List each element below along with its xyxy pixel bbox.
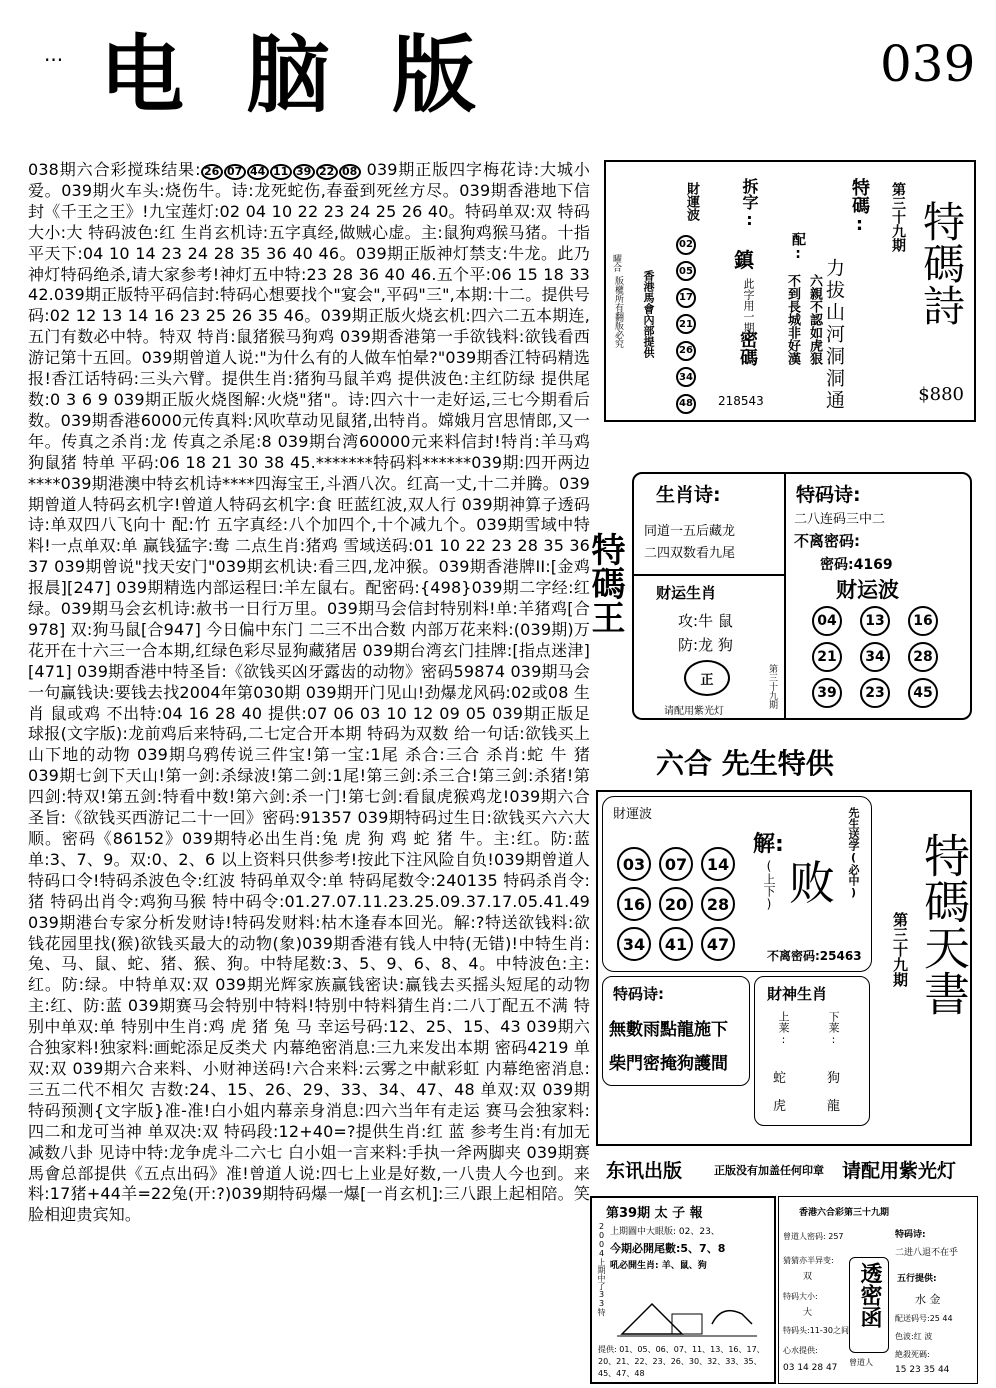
head-label: 特码头: (783, 1326, 810, 1335)
shengxiao-title: 生肖诗: (656, 484, 721, 506)
taizi-box (590, 1196, 776, 1384)
wave-ball: 05 (676, 261, 696, 281)
down-value-2: 龍 (827, 1099, 841, 1114)
divider (634, 574, 784, 576)
wave-ball: 28 (701, 887, 735, 921)
touming-poem-label: 特码诗: (895, 1230, 926, 1240)
jie-label: 解: (753, 832, 784, 857)
stamp: 正 (684, 660, 730, 696)
mima-label: 密码: (820, 557, 854, 573)
ball: 39 (293, 164, 315, 180)
king-issue: 第三十九期 (767, 664, 777, 709)
tianshu-wave-label: 財運波 (613, 807, 653, 822)
corner-text: 曜合 (611, 254, 621, 272)
jue-nums: 15 23 35 44 (895, 1365, 950, 1375)
chaizi-note: 此字用一期 (742, 278, 755, 333)
tianshu-wave-grid (617, 847, 743, 961)
wave-ball: 16 (908, 606, 938, 636)
wave-ball: 20 (659, 887, 693, 921)
tema-line: 二八连码三中二 (794, 512, 886, 527)
main-body-text: 039期正版四字梅花诗:大城小爱。039期火车头:烧伤牛。诗:龙死蛇伤,春蚕到死丝方尽。039期香港地下信封《千王之王》!九宝莲灯:02 04 10 22 23 24 25 26 40。特码单双:双 特码大小:大 特码波色:红 生肖玄机诗:五字真经,做贼心虚。主:鼠狗鸡猴马猪。十指平天下:04 10 14 23 24 28 35 36 40 46。039期正版神灯禁支:牛龙。此乃神灯特码绝杀,请大家参考!神灯五中特:23 28 36 40 46.五个平:06 15 18 33 42.039期正版特平码信封:特码心想要找个"宴会",平码"三",本期:十二。提供号码:02 12 13 14 16 23 25 26 35 46。039期正版火烧玄机:四六二五本期连,五门有数必中特。特双 特肖:鼠猪猴马狗鸡 039期香港第一手欲钱料:欲钱看西游记第十五回。039期曾道人说:"为什么有的人做车怕晕?"039期香江特码精选报!香江话特码:三头六臂。提供生肖:猪狗马鼠羊鸡 提供波色:主红防绿 提供尾数:0 3 6 9 039期正版火烧图解:火烧"猪"。诗:四六十一走好运,三七今期看后数。039期香港6000元传真料:风吹草动见鼠猪,出特肖。嫦娥月宫思情郎,又一年。传真之杀肖:龙 传真之杀尾:8 039期台湾60000元来料信封!特肖:羊马鸡狗鼠猪 特单 平码:06 18 21 30 38 45.*******特码料******039期:四开两边 ****039期港澳中特玄机诗****四海宝王,斗酒八次。红高一丈,十二并腾。039期曾道人特码玄机字!曾道人特码玄机字:食 旺蓝红波,双人行 039期神算子透码诗:单双四八飞向十 配:竹 五字真经:八个加四个,十个减九个。039期雪域中特料!一点单双:单 赢钱猛字:鸯 二点生肖:猪鸡 雪域送码:01 10 22 23 28 35 36 37 039期曾说"找天安门"039期玄机诀:看三四,龙冲猴。039期香港牌II:[金鸡报晨][247] 039期精选内部运程曰:羊左鼠右。配密码:{498}039期二字经:红绿。039期马会玄机诗:赦书一日行万里。039期马会信封特别料!单:羊猪鸡[合978] 双:狗马鼠[合947] 今日偏中东门 二三不出合数 内部万花来料:(039期)万花开在十六三一合本期,红绿色彩尽显狗藏猪居 039期台湾玄门挂牌:[指点迷津][471] 039期香港中特圣旨:《欲钱买凶牙露齿的动物》密码59874 039期马会一句赢钱诀:要钱去找2004年第030期 039期开门见山!劲爆龙风码:02或08 生肖 鼠或鸡 不出特:04 16 28 40 提供:07 06 03 10 12 09 05 039期正版足球报(文字版):龙前鸡后来特码,二七定合开本期 特码为双数 给一句话:欲钱买上山下地的动物 039期乌鸦传说三件宝!第一宝:1尾 杀合:三合 杀肖:蛇 牛 猪 039期七剑下天山!第一剑:杀绿波!第二剑:1尾!第三剑:杀三合!第三剑:杀猪!第四剑:特双!第五剑:特看中数!第六剑:杀一门!第七剑:看鼠虎猴鸡龙!039期六合圣旨:《欲钱买西游记二十一回》密码:91357 039期特码过生日:欲钱买六六大顺。密码《86152》039期特必出生肖:兔 虎 狗 鸡 蛇 猪 牛。主:红。防:蓝 单:3、7、9。双:0、2、6 以上资料只供参考!按此下注风险自负!039期曾道人特码口令!特码杀波色令:红波 特码单双令:单 特码尾数令:240135 特码杀肖令:猪 特码出肖令:鸡狗马猴 特中码令:01.27.07.11.23.25.09.37.17.05.41.49 039期港台专家分析发财诗!特码发财料:枯木逢春本回光。解:?特送欲钱料:欲钱花园里找(猴)欲钱买最大的动物(象)039期香港有钱人中特(无错)!中特生肖:兔、马、鼠、蛇、猪、猴、狗。中特尾数:3、5、9、6、8、4。中特波色:主:红。防:绿。中特单双:双 039期光辉家族赢钱密诀:赢钱去买摇头短尾的动物 主:红、防:蓝 039期赛马会特别中特料!特别中特料猜生肖:二八丁配五不满 特别中单双:单 特别中生肖:鸡 虎 猪 兔 马 幸运号码:12、25、15、43 039期六合独家料!独家料:画蛇添足反类犬 内幕绝密消息:三九来发出本期 密码4219 单双:双 039期六合来料、小财神送码!六合来料:云雾之中献彩虹 内幕绝密消息:三五二代不相欠 吉数:24、15、26、29、33、34、47、48 单双:双 039期特码预测{文字版}准-准!白小姐内幕亲身消息:四六当年有走运 赛马会独家料:四二和龙可当神 单双决:双 特码段:12+40=?提供生肖:红 蓝 参考生肖:有加无减数八卦 见诗中特:龙争虎斗二六七 白小姐一言来料:手执一斧两脚夹 039期赛馬會总部提供《五点出码》准!曾道人说:四七上业是好数,一八贵人今也到。来料:17猪+44羊=22兔(开:?)039期特码爆一爆[一肖玄机]:三八跟上起相陪。笑脸相迎贵宾知。 (28, 160, 590, 1225)
must-nums: 03 14 28 47 (783, 1363, 838, 1373)
up-value-2: 虎 (773, 1099, 787, 1114)
tema-poem-box (604, 160, 976, 422)
tianshu-buli: 不离密码:25463 (767, 949, 862, 963)
size-value: 大 (803, 1308, 813, 1318)
wave-ball: 16 (617, 887, 651, 921)
down-value-1: 狗 (827, 1071, 841, 1086)
pei-col1: 六親不認如虎狠 (807, 274, 822, 365)
rights-text: 版權所有翻版必究 (613, 276, 623, 348)
zeng-row (783, 1231, 844, 1242)
page-title: 电脑版 (100, 25, 539, 124)
touming-box (778, 1196, 978, 1384)
taizi-line1: 上期圖中大眼版: 02、23、 (610, 1227, 720, 1237)
tema-title: 特码诗: (796, 484, 861, 506)
gong-row (678, 610, 733, 631)
result-balls (201, 160, 361, 179)
wave-ball: 47 (701, 927, 735, 961)
ball: 07 (224, 164, 246, 180)
poem-box-issue: 第三十九期 (890, 182, 906, 252)
tianshu-box (596, 790, 972, 1146)
up-value-1: 蛇 (773, 1071, 787, 1086)
head-row (783, 1325, 849, 1336)
wave-ball: 34 (676, 367, 696, 387)
ball: 11 (270, 164, 292, 180)
chaizi-label: 拆字: (740, 178, 759, 229)
fang-value: 龙 狗 (698, 636, 733, 654)
tema-label: 特碼: (849, 178, 870, 235)
wave-ball: 02 (676, 235, 696, 255)
shengxiao-line2: 二四双数看九尾 (644, 546, 736, 561)
wave-ball: 48 (676, 394, 696, 414)
mima-value: 4169 (853, 557, 893, 573)
wave-title: 财运波 (836, 578, 899, 602)
chaizi-char: 鎮 (734, 248, 754, 272)
touming-center: 透密函 (857, 1262, 882, 1328)
caishen-sub-box (754, 976, 870, 1126)
king-side-title: 特碼王 (585, 532, 625, 634)
wave-ball: 41 (659, 927, 693, 961)
wave-ball: 26 (676, 341, 696, 361)
up-label: 上莱: (777, 1011, 790, 1046)
main-text-column (28, 160, 590, 1226)
results-prefix: 038期六合彩搅珠结果: (28, 160, 201, 179)
pei-col2: 不到長城非好漢 (785, 274, 800, 365)
caiyun-title: 财运生肖 (656, 584, 717, 602)
mima-row (820, 554, 893, 574)
color-row (895, 1331, 932, 1342)
taizi-line3: 吼必開生肖: 羊、鼠、狗 (610, 1261, 707, 1271)
taizi-provide: 提供: 01、05、06、07、11、13、16、17、20、21、22、23、26、30、32、33、35、45、47、48 (598, 1345, 765, 1378)
touming-center-sub: 曾道人 (849, 1358, 873, 1367)
tianshu-poem-line2: 柴門密掩狗護間 (609, 1054, 728, 1074)
shengxiao-line1: 同道一五后藏龙 (644, 524, 736, 539)
footer-left: 东讯出版 (606, 1160, 683, 1182)
touming-center-box (849, 1257, 889, 1353)
touming-header: 香港六合彩第三十九期 (799, 1208, 890, 1218)
wave-ball: 45 (908, 678, 938, 708)
color-value: 红 波 (913, 1332, 933, 1341)
color-label: 色波: (895, 1332, 914, 1341)
wave-ball: 34 (860, 642, 890, 672)
wave-ball: 07 (659, 847, 693, 881)
wave-sub-box (602, 796, 872, 972)
pei-label: 配: (790, 232, 806, 262)
peisong-value: 25 44 (929, 1314, 953, 1323)
wave-ball: 17 (676, 288, 696, 308)
guess-value: 双 (803, 1272, 813, 1282)
wave-ball: 28 (908, 642, 938, 672)
head-value: 11-30之间 (809, 1326, 849, 1335)
tema-king-box (632, 472, 972, 720)
wuxing-value: 水 金 (915, 1293, 941, 1306)
wave-ball: 21 (812, 642, 842, 672)
poem-box-price: $880 (918, 384, 964, 405)
footer-mid: 正版没有加盖任何印章 (714, 1164, 824, 1177)
gong-label: 攻: (678, 612, 699, 630)
touming-poem-value: 二进八退不在乎 (895, 1248, 959, 1258)
tianshu-big-title: 特碼天書 (917, 832, 971, 1016)
ball: 26 (201, 164, 223, 180)
taizi-side: 2004上期中了33特 (597, 1222, 606, 1316)
wave-ball: 21 (676, 314, 696, 334)
ball: 08 (339, 164, 361, 180)
wave-number-list (676, 232, 698, 414)
ball: 22 (316, 164, 338, 180)
zeng-label: 曾道人密码: (783, 1232, 826, 1241)
header-dots: ... (44, 42, 64, 66)
buli-label: 不离密码: (794, 532, 860, 550)
king-wave-grid (812, 606, 962, 708)
must-label: 心水提供: (783, 1346, 818, 1355)
wave-ball: 04 (812, 606, 842, 636)
wave-ball: 39 (812, 678, 842, 708)
wave-ball: 14 (701, 847, 735, 881)
down-label: 下莱: (827, 1011, 840, 1046)
footer-right: 请配用紫光灯 (842, 1160, 957, 1182)
ball: 44 (247, 164, 269, 180)
code-value: 218543 (718, 394, 764, 408)
tianshu-banner: 六合 先生特供 (656, 747, 834, 780)
jie-sub: (上下) (762, 859, 776, 911)
zeng-value: 257 (828, 1232, 844, 1241)
fang-label: 防: (678, 636, 699, 654)
wave-ball: 03 (617, 847, 651, 881)
taizi-title: 第39期 太 子 報 (606, 1206, 703, 1221)
code-label: 密碼 (737, 330, 758, 366)
taizi-line2: 今期必開尾數:5、7、8 (610, 1242, 726, 1255)
peisong-row (895, 1313, 953, 1324)
wuxing-label: 五行提供: (897, 1274, 937, 1284)
wave-ball: 23 (860, 678, 890, 708)
tianshu-poem-line1: 無數雨點龍施下 (609, 1020, 728, 1040)
poem-box-title: 特碼詩 (917, 200, 966, 326)
size-label: 特码大小: (783, 1292, 818, 1301)
issue-number: 039 (880, 35, 976, 93)
peisong-label: 配送码号: (895, 1314, 930, 1323)
guess-label: 猜猜亦半异变: (783, 1256, 834, 1265)
sender: 先生送学(必中) (847, 807, 860, 899)
caishen-title: 財神生肖 (767, 985, 828, 1003)
tianshu-issue: 第三十九期 (891, 912, 909, 987)
purple-note: 请配用紫光灯 (664, 706, 724, 717)
wave-ball: 34 (617, 927, 651, 961)
fang-row (678, 634, 733, 655)
poem-sub-box (602, 976, 750, 1086)
taizi-illustration (612, 1274, 762, 1342)
tema-poem: 力拔山河洞洞通 (823, 258, 845, 412)
jie-value: 败 (789, 856, 835, 910)
divider (784, 474, 786, 720)
jue-label: 絶殺死碼: (895, 1350, 930, 1359)
wave-label: 財運波 (684, 182, 699, 221)
tianshu-poem-title: 特码诗: (613, 985, 664, 1003)
wave-ball: 13 (860, 606, 890, 636)
source-text: 香港馬會內部提供 (642, 270, 655, 358)
gong-value: 牛 鼠 (698, 612, 733, 630)
